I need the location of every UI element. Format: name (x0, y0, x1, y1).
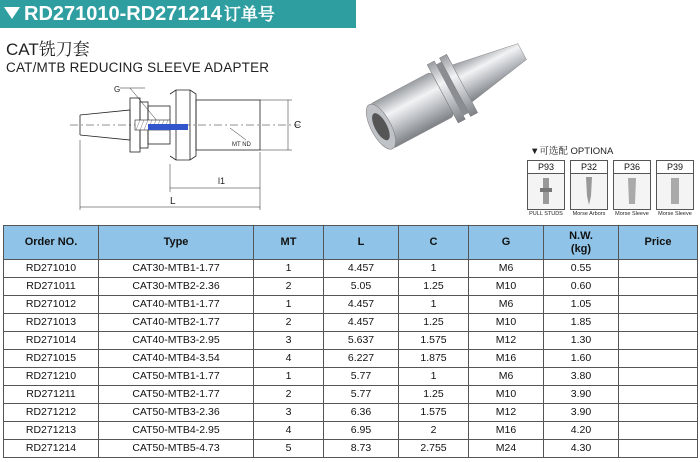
table-cell: 3.80 (544, 368, 619, 386)
option-caption: PULL STUDS (529, 211, 563, 217)
table-cell (619, 422, 698, 440)
table-cell: 0.55 (544, 260, 619, 278)
options-panel (527, 160, 697, 222)
table-cell: 0.60 (544, 278, 619, 296)
header-nw: N.W. (kg) (544, 226, 619, 260)
header-type: Type (99, 226, 254, 260)
header-mt: MT (254, 226, 324, 260)
table-cell: 3 (254, 332, 324, 350)
table-cell: M24 (469, 440, 544, 458)
table-cell: 1.25 (399, 314, 469, 332)
table-row (4, 422, 698, 440)
drawing-label-mtnd: MT ND (232, 142, 251, 148)
table-cell: 1 (254, 296, 324, 314)
table-cell: 1.575 (399, 332, 469, 350)
table-cell (619, 404, 698, 422)
table-cell: CAT40-MTB3-2.95 (99, 332, 254, 350)
table-cell: CAT40-MTB4-3.54 (99, 350, 254, 368)
table-cell: M12 (469, 404, 544, 422)
table-cell: CAT50-MTB1-1.77 (99, 368, 254, 386)
option-code: P36 (613, 160, 651, 174)
table-cell: 4.20 (544, 422, 619, 440)
table-cell: CAT40-MTB2-1.77 (99, 314, 254, 332)
table-row (4, 350, 698, 368)
table-cell: RD271012 (4, 296, 99, 314)
header-g: G (469, 226, 544, 260)
table-row (4, 332, 698, 350)
table-cell: 4 (254, 350, 324, 368)
option-p36 (613, 160, 651, 222)
table-cell: 1 (399, 368, 469, 386)
table-cell: CAT50-MTB4-2.95 (99, 422, 254, 440)
option-code: P39 (656, 160, 694, 174)
table-cell: 2.755 (399, 440, 469, 458)
table-cell: 5.77 (324, 386, 399, 404)
option-p32 (570, 160, 608, 222)
option-caption: Morse Sleeve (658, 211, 692, 217)
table-cell: 4 (254, 422, 324, 440)
table-cell: M12 (469, 332, 544, 350)
table-cell: 3.90 (544, 404, 619, 422)
table-cell: RD271211 (4, 386, 99, 404)
table-header-row (4, 226, 698, 260)
table-cell: RD271015 (4, 350, 99, 368)
product-title-en: CAT/MTB REDUCING SLEEVE ADAPTER (6, 60, 270, 75)
table-cell: RD271213 (4, 422, 99, 440)
table-row (4, 404, 698, 422)
table-cell: RD271013 (4, 314, 99, 332)
morse-sleeve-icon (656, 174, 694, 210)
option-p39 (656, 160, 694, 222)
table-cell: M6 (469, 296, 544, 314)
table-row (4, 296, 698, 314)
table-cell: 5.05 (324, 278, 399, 296)
table-cell: 4.457 (324, 296, 399, 314)
option-caption: Morse Arbors (572, 211, 606, 217)
table-cell: RD271214 (4, 440, 99, 458)
table-cell: 6.227 (324, 350, 399, 368)
spec-table (3, 225, 698, 458)
table-row (4, 278, 698, 296)
table-cell: 1.25 (399, 278, 469, 296)
table-cell: 1 (399, 296, 469, 314)
table-cell (619, 314, 698, 332)
table-cell: 2 (399, 422, 469, 440)
table-cell: 4.457 (324, 260, 399, 278)
title-banner (0, 0, 356, 28)
table-cell: M10 (469, 314, 544, 332)
table-cell (619, 368, 698, 386)
table-cell: CAT50-MTB3-2.36 (99, 404, 254, 422)
table-cell: M16 (469, 350, 544, 368)
option-code: P93 (527, 160, 565, 174)
drawing-label-l: L (170, 196, 176, 207)
table-cell (619, 386, 698, 404)
header-order-no: Order NO. (4, 226, 99, 260)
table-cell: 1.05 (544, 296, 619, 314)
table-cell: M6 (469, 368, 544, 386)
table-cell: 1 (254, 368, 324, 386)
table-cell: CAT40-MTB1-1.77 (99, 296, 254, 314)
table-cell: 1.875 (399, 350, 469, 368)
table-cell: 5 (254, 440, 324, 458)
table-cell (619, 350, 698, 368)
table-cell (619, 296, 698, 314)
table-cell (619, 278, 698, 296)
table-cell: 1 (399, 260, 469, 278)
option-code: P32 (570, 160, 608, 174)
table-cell: 2 (254, 386, 324, 404)
drawing-label-l1: l1 (218, 176, 226, 186)
table-cell: 6.36 (324, 404, 399, 422)
title-suffix: 订单号 (223, 5, 275, 24)
table-cell: CAT50-MTB5-4.73 (99, 440, 254, 458)
table-cell: CAT30-MTB2-2.36 (99, 278, 254, 296)
table-cell: 3 (254, 404, 324, 422)
options-title: ▼可选配 OPTIONA (530, 146, 614, 157)
table-cell: 1.60 (544, 350, 619, 368)
table-cell: 4.30 (544, 440, 619, 458)
table-cell: CAT30-MTB1-1.77 (99, 260, 254, 278)
table-cell: M6 (469, 260, 544, 278)
table-cell: RD271210 (4, 368, 99, 386)
option-p93 (527, 160, 565, 222)
table-row (4, 386, 698, 404)
technical-drawing (70, 80, 310, 215)
table-cell: 2 (254, 314, 324, 332)
table-cell: 6.95 (324, 422, 399, 440)
option-caption: Morse Sleeve (615, 211, 649, 217)
table-cell (619, 440, 698, 458)
morse-sleeve-icon (613, 174, 651, 210)
table-cell: M10 (469, 278, 544, 296)
drawing-label-c: C (294, 120, 302, 131)
table-cell: RD271010 (4, 260, 99, 278)
table-cell: M16 (469, 422, 544, 440)
table-cell: 1.30 (544, 332, 619, 350)
table-cell: 5.637 (324, 332, 399, 350)
table-cell: RD271014 (4, 332, 99, 350)
table-cell: RD271011 (4, 278, 99, 296)
table-cell: 3.90 (544, 386, 619, 404)
table-cell (619, 260, 698, 278)
down-triangle-icon (4, 7, 20, 19)
table-cell: 1 (254, 260, 324, 278)
drawing-label-g: G (114, 85, 121, 94)
table-cell: 1.575 (399, 404, 469, 422)
header-price: Price (619, 226, 698, 260)
table-cell: RD271212 (4, 404, 99, 422)
table-cell: CAT50-MTB2-1.77 (99, 386, 254, 404)
table-row (4, 260, 698, 278)
table-row (4, 440, 698, 458)
header-c: C (399, 226, 469, 260)
table-cell: 8.73 (324, 440, 399, 458)
table-cell: M10 (469, 386, 544, 404)
table-cell: 2 (254, 278, 324, 296)
table-cell: 4.457 (324, 314, 399, 332)
product-title-cn: CAT铣刀套 (6, 40, 90, 59)
title-text: RD271010-RD271214 (24, 3, 222, 25)
table-cell: 1.25 (399, 386, 469, 404)
product-photo (340, 20, 530, 155)
table-cell: 5.77 (324, 368, 399, 386)
table-cell: 1.85 (544, 314, 619, 332)
table-cell (619, 332, 698, 350)
header-l: L (324, 226, 399, 260)
table-row (4, 368, 698, 386)
pull-stud-icon (527, 174, 565, 210)
morse-arbor-icon (570, 174, 608, 210)
table-row (4, 314, 698, 332)
